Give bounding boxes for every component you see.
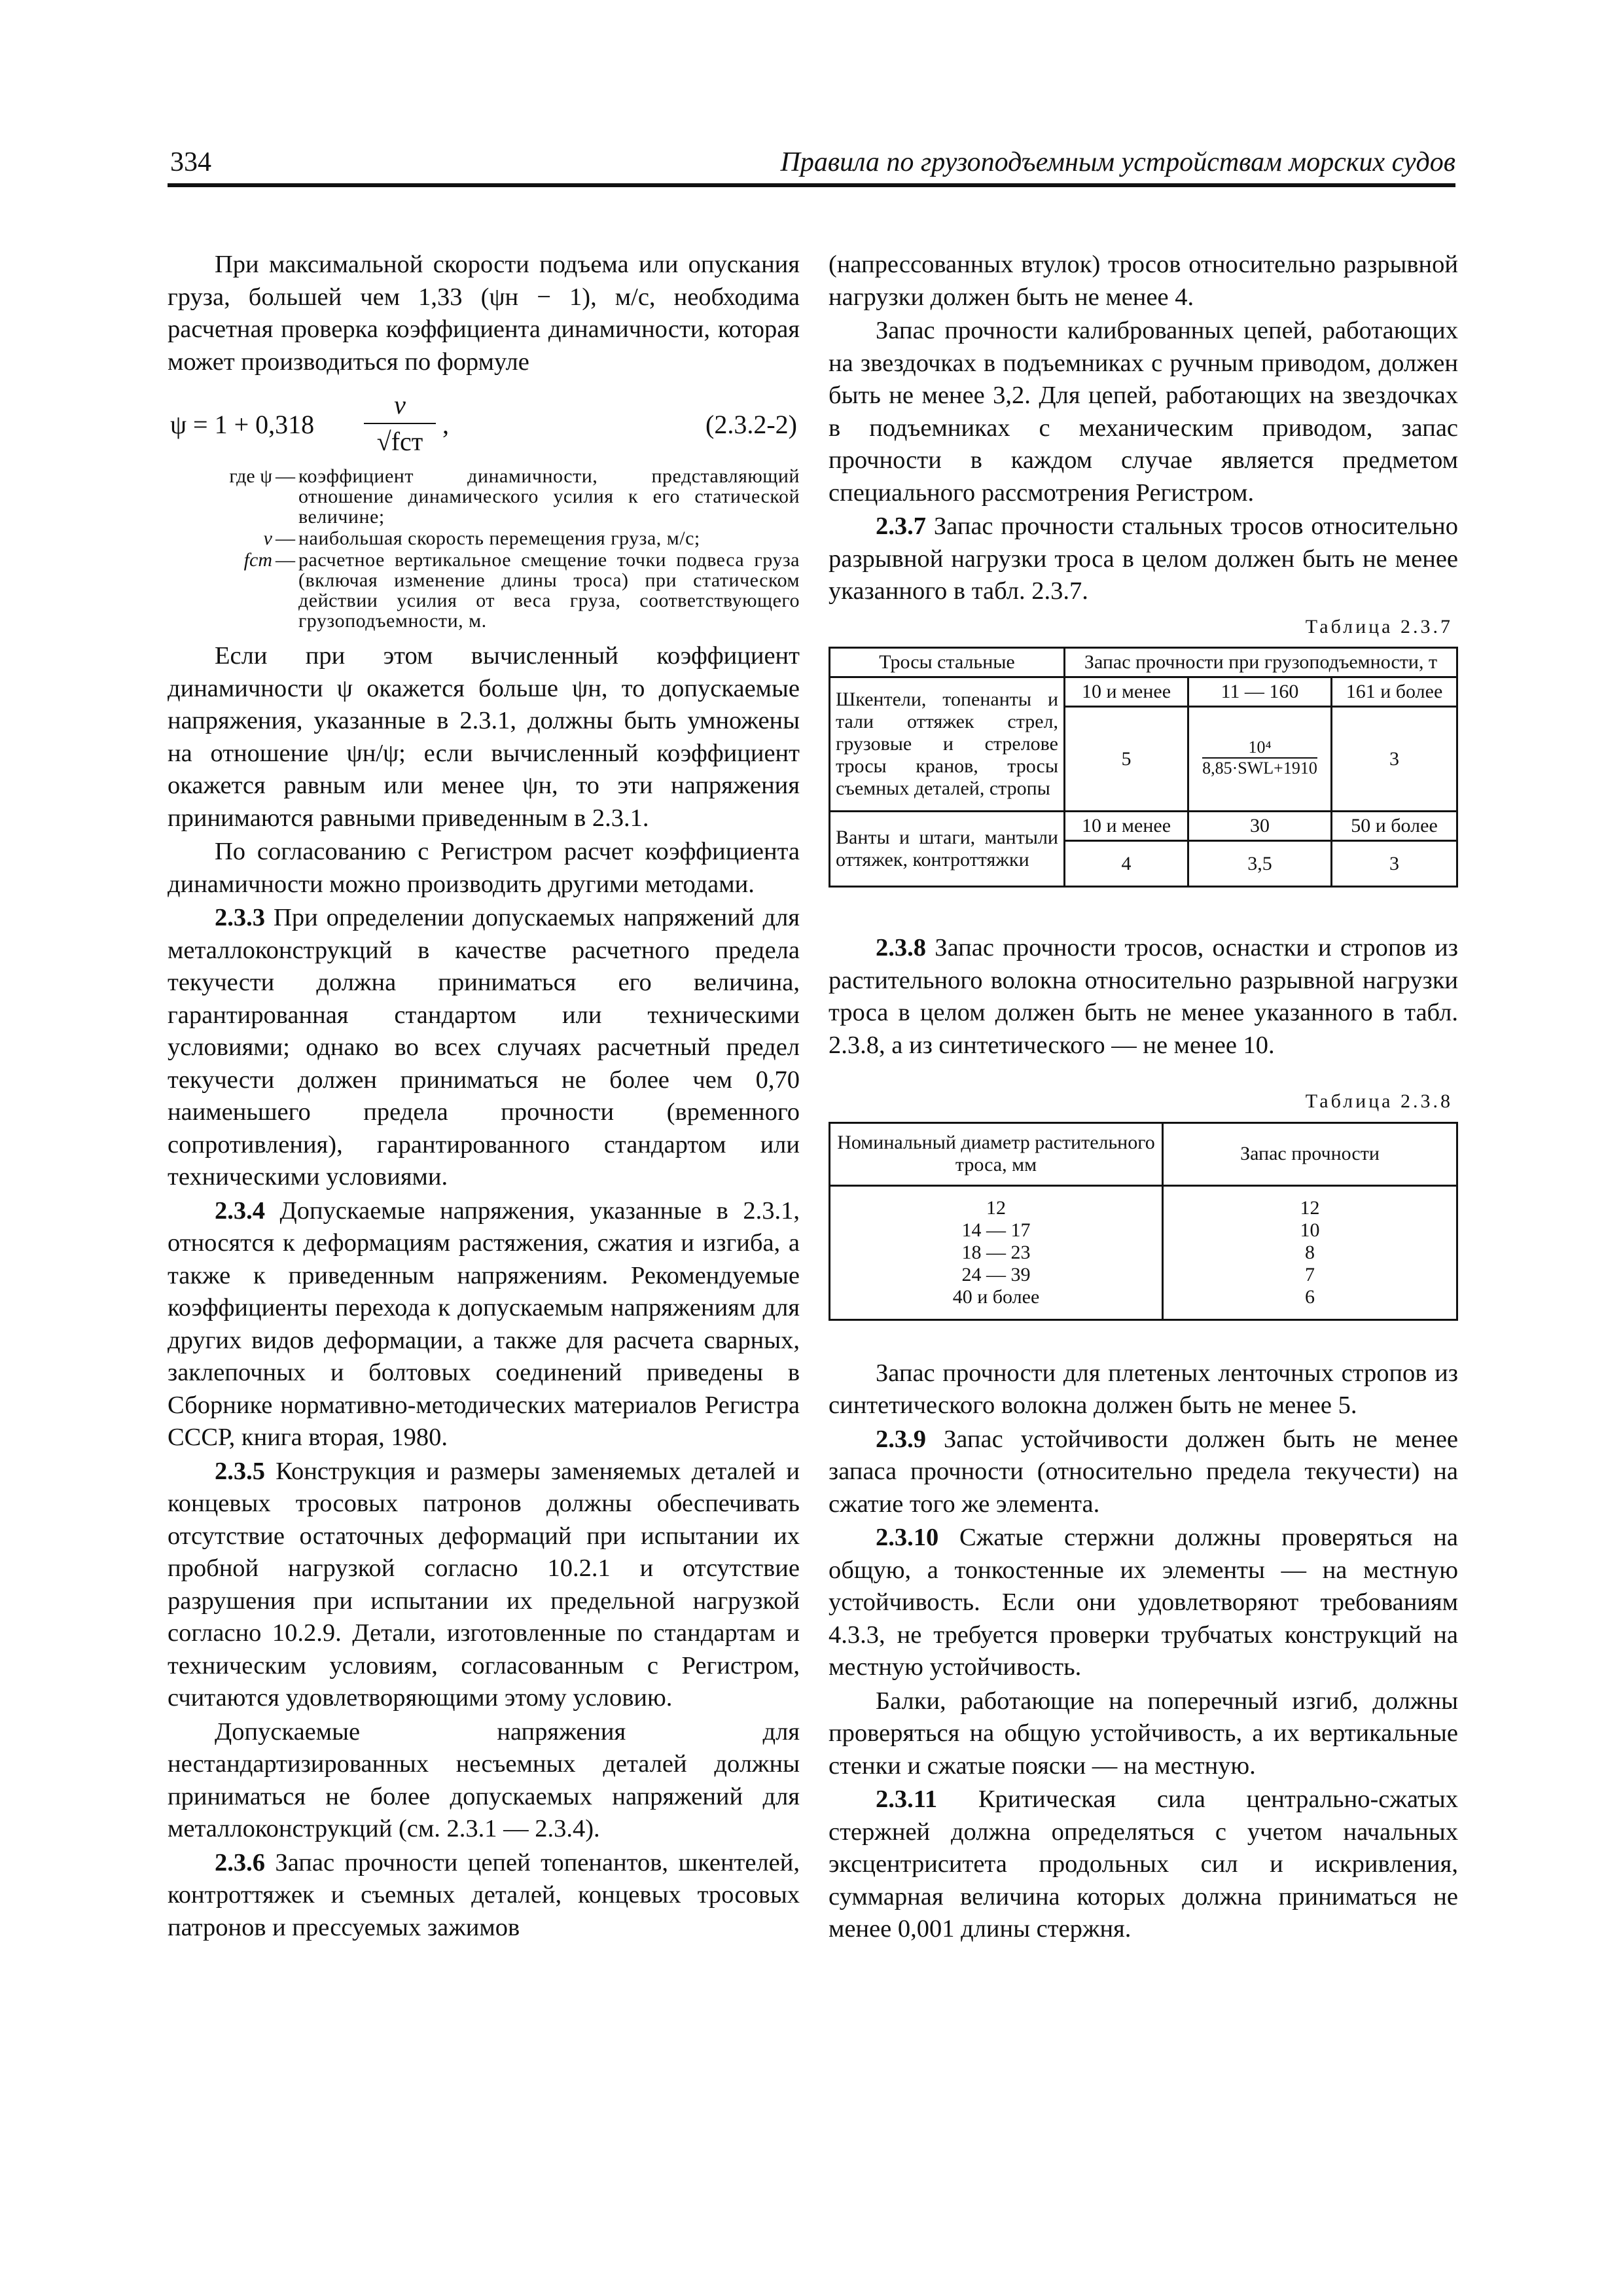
table-value: 7 bbox=[1305, 1263, 1315, 1285]
table-formula-denominator: 8,85·SWL+1910 bbox=[1202, 759, 1317, 778]
left-column bbox=[168, 249, 800, 1944]
paragraph bbox=[829, 1784, 1458, 1946]
table-cell: 5 bbox=[1065, 707, 1188, 812]
table-caption: Таблица 2.3.8 bbox=[1305, 1090, 1453, 1112]
table-row-label: Шкентели, топенанты и тали оттяжек стрел, грузовые и стрелове тросы кранов, тросы съемных деталей, стропы bbox=[830, 677, 1065, 812]
table-value: 18 — 23 bbox=[961, 1241, 1031, 1263]
section-number: 2.3.4 bbox=[215, 1196, 265, 1225]
legend-dash: — bbox=[276, 549, 295, 571]
right-column bbox=[829, 249, 1458, 1946]
table-value: 10 bbox=[1300, 1219, 1320, 1241]
table-cell: 30 bbox=[1188, 812, 1332, 841]
table-value: 8 bbox=[1305, 1241, 1315, 1263]
paragraph-text: При определении допускаемых напряжений для металлоконструкций в качестве расчетного предела текучести должна приниматься его величина, гарантированная стандартом или техническими условиями; однако во всех случаях расчетный предел текучести должен приниматься не более чем 0,70 наименьшего предела прочности (временного сопротивления), гарантированного стандартом или техническими условиями. bbox=[168, 904, 800, 1191]
paragraph bbox=[829, 932, 1458, 1062]
table-cell bbox=[1163, 1185, 1457, 1319]
table-cell: 10 и менее bbox=[1065, 677, 1188, 707]
paragraph: По согласованию с Регистром расчет коэффициента динамичности можно производить другими методами. bbox=[168, 838, 800, 898]
paragraph bbox=[829, 1424, 1458, 1521]
legend-row bbox=[168, 528, 800, 548]
paragraph bbox=[168, 1456, 800, 1715]
paragraph-text: Сжатые стержни должны проверяться на общую, а тонкостенные их элементы — на местную устойчивость. Если они удовлетворяют требованиям 4.3.3, не требуется проверки трубчатых конструкций на местную устойчивость. bbox=[829, 1524, 1458, 1681]
page-header bbox=[168, 143, 1455, 187]
table-value: 14 — 17 bbox=[961, 1219, 1031, 1241]
legend-row bbox=[168, 550, 800, 631]
formula-legend bbox=[168, 466, 800, 631]
table-header-cell: Номинальный диаметр растительного троса, мм bbox=[830, 1122, 1163, 1185]
table-cell: 3,5 bbox=[1188, 841, 1332, 887]
paragraph-text: Запас устойчивости должен быть не менее запаса прочности (относительно предела текучести) на сжатие того же элемента. bbox=[829, 1425, 1458, 1518]
section-number: 2.3.11 bbox=[876, 1785, 938, 1813]
table-cell: 11 — 160 bbox=[1188, 677, 1332, 707]
legend-text: коэффициент динамичности, представляющий отношение динамического усилия к его статической величине; bbox=[298, 465, 800, 528]
paragraph bbox=[168, 902, 800, 1194]
table-value: 12 bbox=[986, 1196, 1006, 1219]
table-header-cell: Запас прочности при грузоподъемности, т bbox=[1065, 648, 1457, 677]
legend-text: наибольшая скорость перемещения груза, м/с; bbox=[298, 528, 700, 549]
paragraph: Допускаемые напряжения для нестандартизированных несъемных деталей должны приниматься не более допускаемых напряжений для металлоконструкций (см. 2.3.1 — 2.3.4). bbox=[168, 1717, 800, 1842]
table-cell bbox=[1188, 707, 1332, 812]
paragraph: Балки, работающие на поперечный изгиб, должны проверяться на общую устойчивость, а их вертикальные стенки и сжатые пояски — на местную. bbox=[829, 1687, 1458, 1780]
formula-fraction bbox=[364, 389, 436, 457]
table-cell: 4 bbox=[1065, 841, 1188, 887]
paragraph: Запас прочности для плетеных ленточных стропов из синтетического волокна должен быть не менее 5. bbox=[829, 1359, 1458, 1419]
legend-symbol: v bbox=[263, 528, 272, 549]
table-cell bbox=[830, 1185, 1163, 1319]
table-value: 24 — 39 bbox=[961, 1263, 1031, 1285]
paragraph-text: Конструкция и размеры заменяемых деталей и концевых тросовых патронов должны обеспечивать отсутствие остаточных деформаций при испытании их пробной нагрузкой согласно 10.2.1 и отсутствие разрушения при испытании их предельной нагрузкой согласно 10.2.9. Детали, изготовленные по стандартам и техническим условиям, согласованным с Регистром, считаются удовлетворяющими этому условию. bbox=[168, 1457, 800, 1712]
paragraph-text: Запас прочности цепей топенантов, шкентелей, контроттяжек и съемных деталей, концевых тросовых патронов и прессуемых зажимов bbox=[168, 1848, 800, 1941]
section-number: 2.3.5 bbox=[215, 1457, 265, 1485]
page-number: 334 bbox=[170, 147, 211, 177]
table-value: 6 bbox=[1305, 1285, 1315, 1308]
paragraph: Запас прочности калиброванных цепей, работающих на звездочках в подъемниках с ручным приводом, должен быть не менее 3,2. Для цепей, работающих на звездочках в подъемниках с механическим приводом, запас прочности в каждом случае является предметом специального рассмотрения Регистром. bbox=[829, 317, 1458, 507]
legend-symbol: где ψ bbox=[229, 465, 272, 487]
section-number: 2.3.8 bbox=[876, 934, 926, 961]
table-2-3-7 bbox=[829, 647, 1458, 888]
formula-number: (2.3.2-2) bbox=[705, 410, 797, 439]
section-number: 2.3.10 bbox=[876, 1524, 939, 1551]
paragraph bbox=[829, 511, 1458, 608]
paragraph bbox=[168, 1847, 800, 1945]
table-cell: 161 и более bbox=[1332, 677, 1457, 707]
table-2-3-8 bbox=[829, 1122, 1458, 1321]
paragraph bbox=[829, 1522, 1458, 1684]
section-number: 2.3.3 bbox=[215, 904, 265, 931]
table-cell: 10 и менее bbox=[1065, 812, 1188, 841]
table-caption: Таблица 2.3.7 bbox=[1305, 615, 1453, 637]
table-value: 40 и более bbox=[952, 1285, 1040, 1308]
table-cell: 3 bbox=[1332, 707, 1457, 812]
section-number: 2.3.7 bbox=[876, 512, 926, 540]
paragraph-text: Критическая сила центрально-сжатых стержней должна определяться с учетом начальных эксцентриситета продольных сил и искривления, суммарная величина которых должна приниматься не менее 0,001 длины стержня. bbox=[829, 1785, 1458, 1943]
legend-text: расчетное вертикальное смещение точки подвеса груза (включая изменение длины троса) при статическом действии усилия от веса груза, соответствующего грузоподъемности, м. bbox=[298, 549, 800, 632]
table-formula bbox=[1202, 739, 1317, 777]
section-number: 2.3.6 bbox=[215, 1848, 265, 1876]
formula-numerator: v bbox=[364, 389, 436, 424]
formula-2-3-2-2 bbox=[168, 389, 800, 461]
table-cell: 3 bbox=[1332, 841, 1457, 887]
section-number: 2.3.9 bbox=[876, 1425, 926, 1453]
table-cell: 50 и более bbox=[1332, 812, 1457, 841]
table-formula-numerator: 10⁴ bbox=[1202, 739, 1317, 759]
formula-denominator: √fст bbox=[376, 426, 423, 456]
paragraph: (напрессованных втулок) тросов относительно разрывной нагрузки должен быть не менее 4. bbox=[829, 251, 1458, 311]
paragraph bbox=[168, 1195, 800, 1454]
legend-dash: — bbox=[276, 528, 295, 549]
legend-dash: — bbox=[276, 465, 295, 487]
paragraph-text: Запас прочности тросов, оснастки и стропов из растительного волокна относительно разрывной нагрузки троса в целом должен быть не менее указанного в табл. 2.3.8, а из синтетического — не менее 10. bbox=[829, 934, 1458, 1059]
paragraph: При максимальной скорости подъема или опускания груза, большей чем 1,33 (ψн − 1), м/с, необходима расчетная проверка коэффициента динамичности, которая может производиться по формуле bbox=[168, 251, 800, 376]
running-title: Правила по грузоподъемным устройствам морских судов bbox=[780, 147, 1455, 177]
table-value: 12 bbox=[1300, 1196, 1320, 1219]
table-row-label: Ванты и штаги, мантыли оттяжек, контроттяжки bbox=[830, 812, 1065, 887]
formula-comma: , bbox=[442, 410, 449, 439]
table-header-cell: Тросы стальные bbox=[830, 648, 1065, 677]
paragraph: Если при этом вычисленный коэффициент динамичности ψ окажется больше ψн, то допускаемые напряжения, указанные в 2.3.1, должны быть умножены на отношение ψн/ψ; если вычисленный коэффициент окажется равным или менее ψн, то эти напряжения принимаются равными приведенным в 2.3.1. bbox=[168, 642, 800, 832]
formula-lhs: ψ = 1 + 0,318 bbox=[170, 410, 315, 439]
paragraph-text: Запас прочности стальных тросов относительно разрывной нагрузки троса в целом должен быть не менее указанного в табл. 2.3.7. bbox=[829, 512, 1458, 605]
table-header-cell: Запас прочности bbox=[1163, 1122, 1457, 1185]
paragraph-text: Допускаемые напряжения, указанные в 2.3.1, относятся к деформациям растяжения, сжатия и изгиба, а также к приведенным напряжениям. Рекомендуемые коэффициенты перехода к допускаемым напряжениям для других видов деформации, а также для расчета сварных, заклепочных и болтовых соединений приведены в Сборнике нормативно-методических материалов Регистра СССР, книга вторая, 1980. bbox=[168, 1196, 800, 1451]
legend-row bbox=[168, 466, 800, 527]
legend-symbol: fст bbox=[243, 549, 272, 571]
